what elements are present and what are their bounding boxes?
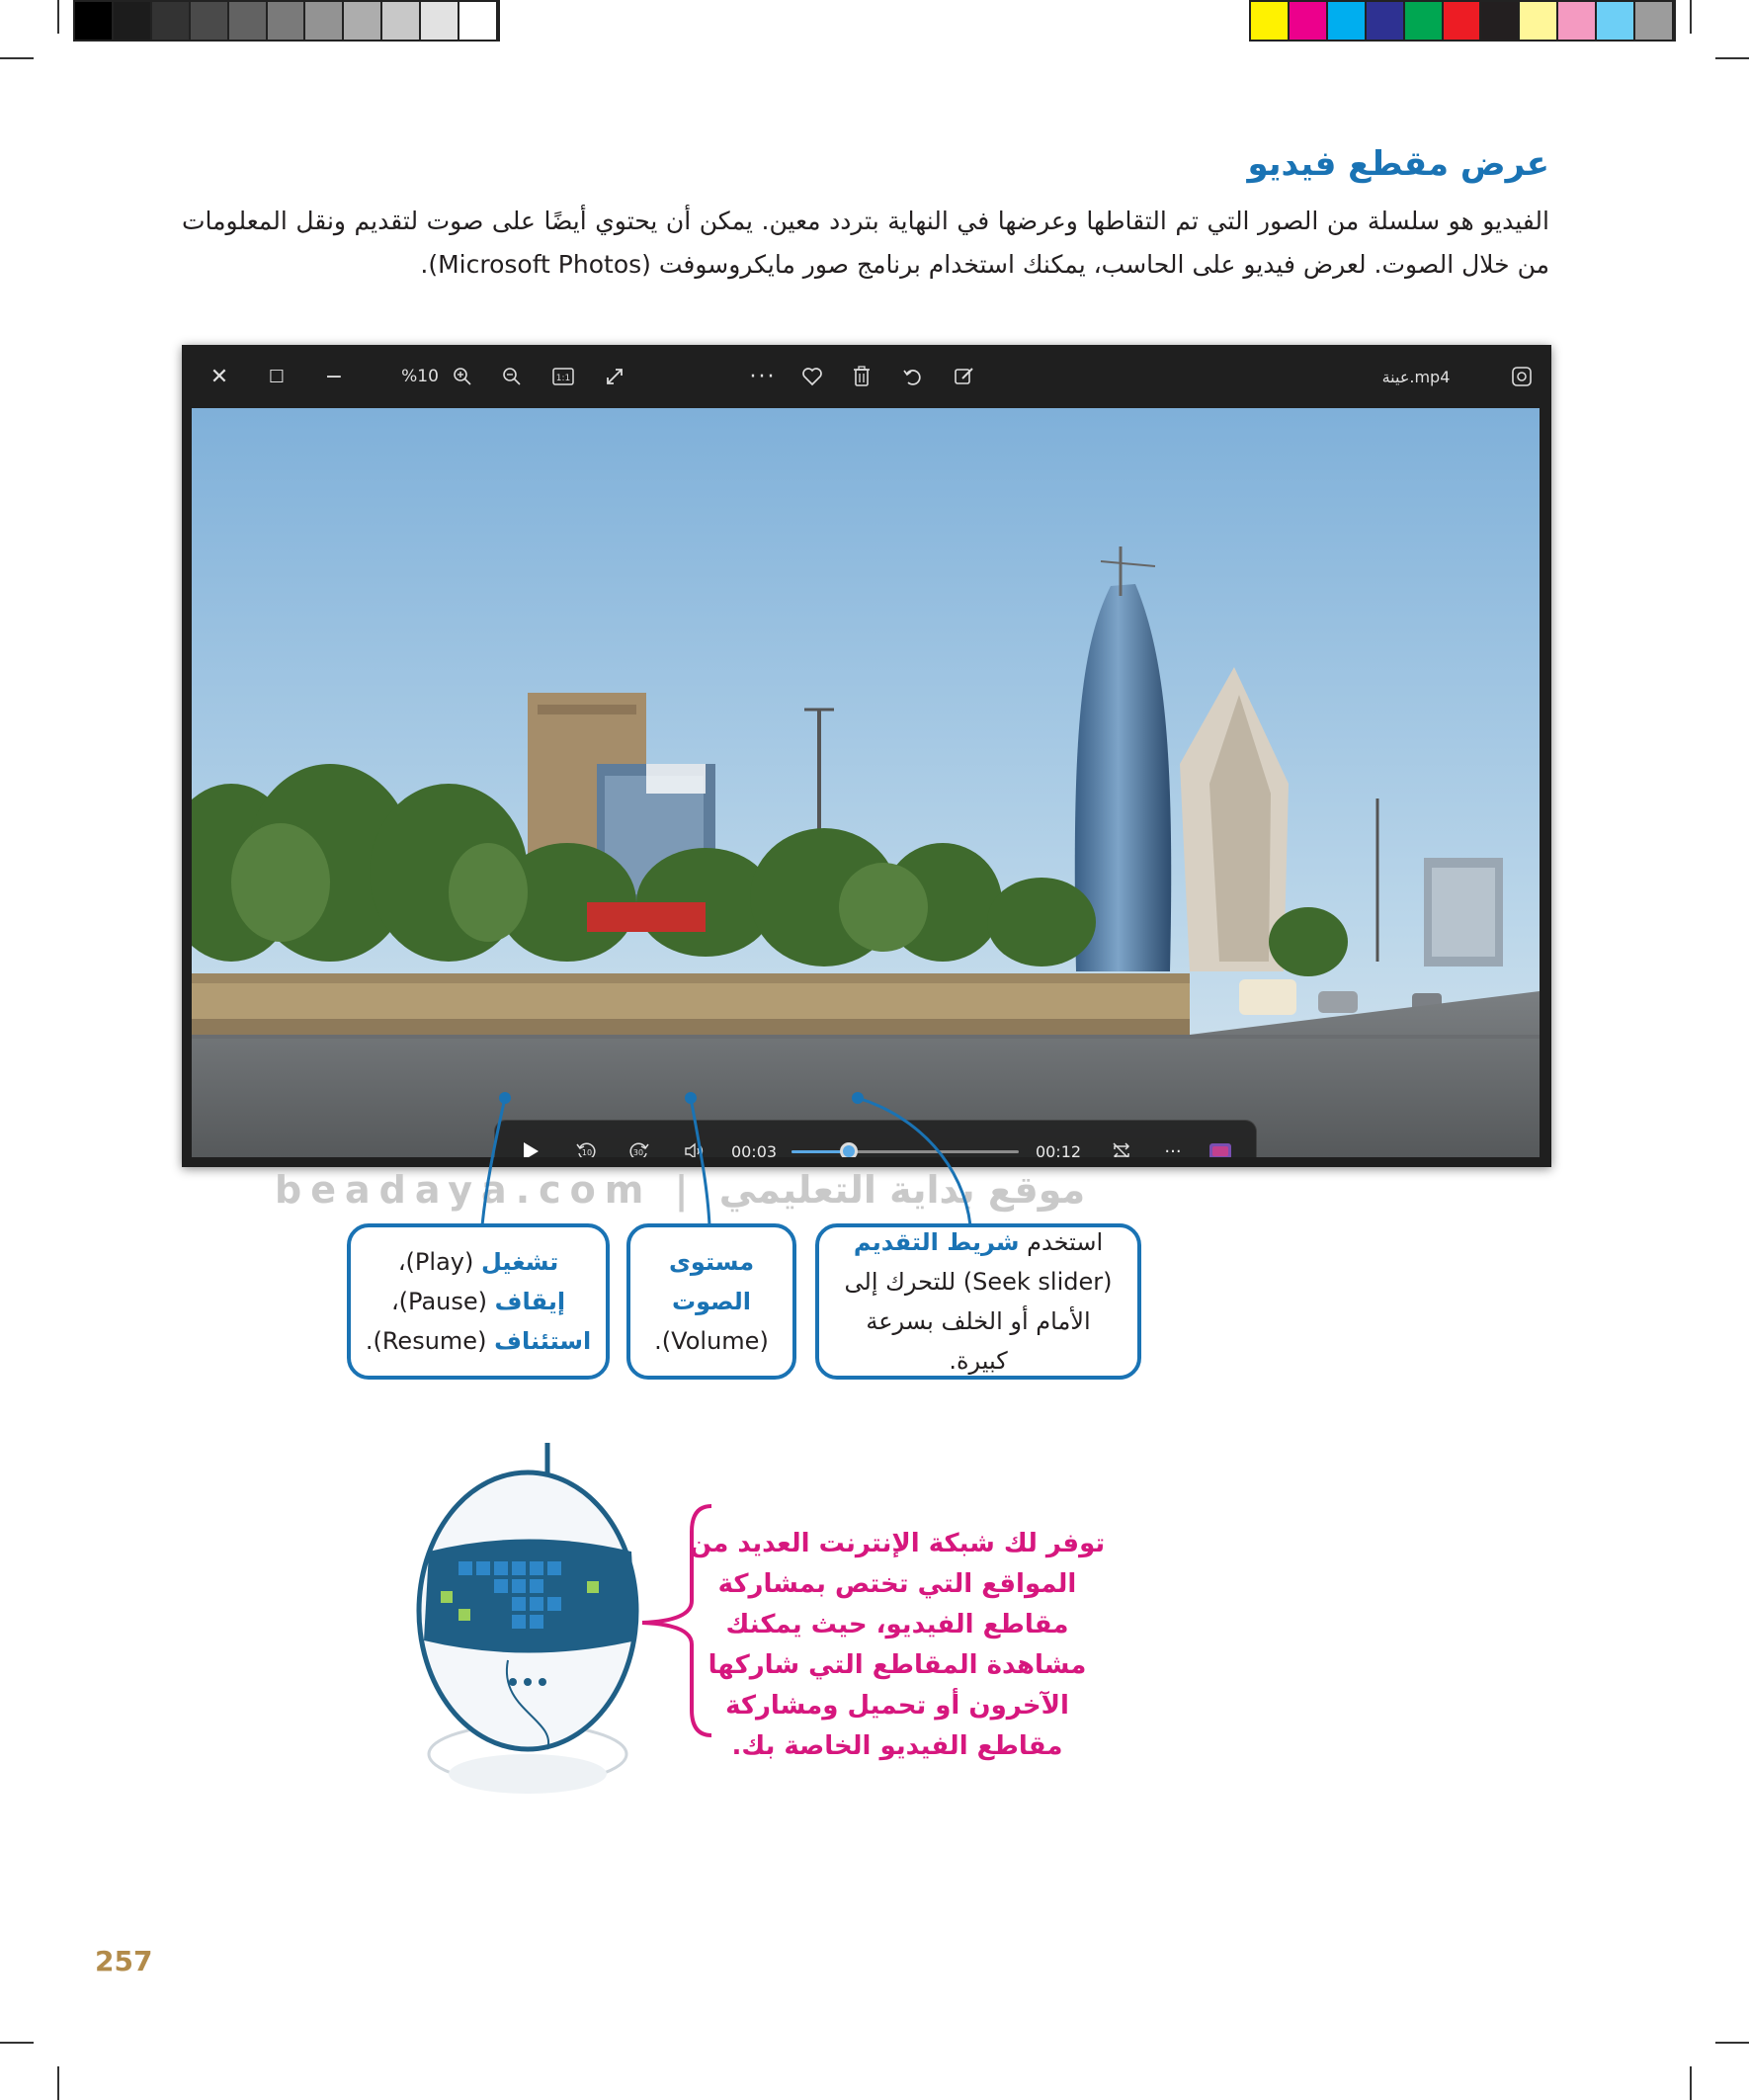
play-term: تشغيل (481, 1248, 559, 1276)
resume-term: استئناف (494, 1327, 592, 1355)
svg-text:1:1: 1:1 (555, 374, 571, 383)
section-heading: عرض مقطع فيديو (1247, 144, 1549, 184)
forward-label: 30 (632, 1148, 644, 1157)
seek-en: (Seek slider) للتحرك إلى الأمام أو الخلف بسرعة كبيرة. (844, 1268, 1113, 1375)
total-time: 00:12 (1035, 1141, 1082, 1157)
seek-pre: استخدم (1027, 1228, 1104, 1256)
resume-en: (Resume). (365, 1327, 487, 1355)
current-time: 00:03 (730, 1141, 778, 1157)
watermark: beadaya.com | موقع بداية التعليمي (275, 1168, 1086, 1212)
volume-en: (Volume). (654, 1327, 769, 1355)
pause-term: إيقاف (494, 1288, 566, 1315)
callout-play (347, 1223, 610, 1380)
robot-mascot-illustration (389, 1433, 656, 1828)
volume-term: مستوى الصوت (668, 1248, 755, 1315)
file-title: عينة.mp4 (1381, 367, 1451, 386)
zoom-level: %10 (401, 367, 439, 386)
rewind-label: 10 (581, 1148, 593, 1157)
callout-volume (626, 1223, 796, 1380)
seek-term: شريط التقديم (853, 1228, 1020, 1256)
body-paragraph: الفيديو هو سلسلة من الصور التي تم التقاطها وعرضها في النهاية بتردد معين. يمكن أن يحتوي أيضًا على صوت لتقديم ونقل المعلومات من خلال الصوت. لعرض فيديو على الحاسب، يمكنك استخدام برنامج صور مايكروسوفت (Microsoft Photos). (182, 207, 1549, 279)
pause-en: (Pause)، (390, 1288, 488, 1315)
tip-note: توفر لك شبكة الإنترنت العديد من المواقع التي تختص بمشاركة مقاطع الفيديو، حيث يمكنك مشاهدة المقاطع التي شاركها الآخرون أو تحميل ومشاركة مقاطع الفيديو الخاصة بك. (689, 1529, 1106, 1761)
page-number: 257 (95, 1945, 153, 1977)
more-icon[interactable]: ··· (749, 364, 777, 389)
callout-seek (815, 1223, 1141, 1380)
maximize-icon[interactable]: ☐ (268, 366, 286, 387)
player-more-icon[interactable]: ··· (1164, 1140, 1182, 1157)
close-icon[interactable]: ✕ (209, 364, 229, 389)
minimize-icon[interactable]: − (324, 364, 344, 389)
play-en: (Play)، (397, 1248, 474, 1276)
